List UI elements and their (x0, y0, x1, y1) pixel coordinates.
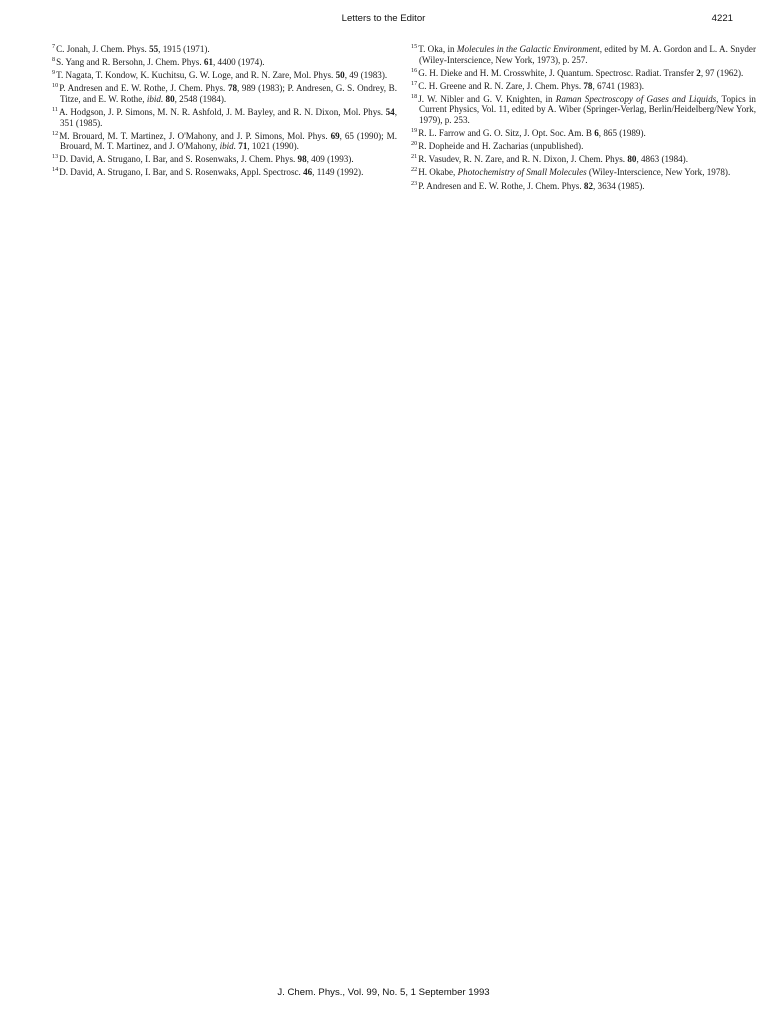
reference-text: P. Andresen and E. W. Rothe, J. Chem. Phys. (59, 83, 228, 94)
reference-item (52, 68, 397, 81)
reference-text: R. Dopheide and H. Zacharias (unpublished). (418, 141, 584, 152)
running-head-title: Letters to the Editor (341, 13, 426, 24)
volume-number: 61 (203, 57, 213, 68)
reference-text: , 1021 (1990). (247, 141, 299, 152)
reference-number: 7 (52, 43, 56, 50)
reference-number: 22 (411, 166, 418, 174)
volume-number: 78 (227, 83, 238, 94)
reference-item (411, 165, 756, 178)
reference-text: T. Nagata, T. Kondow, K. Kuchitsu, G. W. Loge, and R. N. Zare, Mol. Phys. (56, 70, 336, 81)
reference-item (411, 139, 756, 152)
reference-text: T. Oka, in (418, 44, 457, 54)
reference-item (52, 152, 397, 165)
reference-text: C. Jonah, J. Chem. Phys. (56, 44, 150, 54)
reference-item (411, 92, 756, 126)
volume-number: 54 (385, 106, 395, 117)
reference-text: Topics in Current Physics, Vol. 11, edited by A. Wiber (Springer-Verlag, Berlin/Heidelberg/New York, 1979), p. 253. (419, 93, 756, 126)
reference-text: M. Brouard, M. T. Martinez, J. O'Mahony, and J. P. Simons, Mol. Phys. (59, 130, 331, 141)
reference-text: edited by M. A. Gordon and L. A. Snyder (Wiley-Interscience, New York, 1973), p. 257. (419, 44, 756, 65)
reference-text: A. Hodgson, J. P. Simons, M. N. R. Ashfold, J. M. Bayley, and R. N. Dixon, Mol. Phys. (58, 106, 386, 117)
reference-item (411, 66, 756, 79)
reference-item (411, 179, 756, 192)
reference-text: , 409 (1993). (306, 154, 354, 165)
page-number: 4221 (711, 13, 733, 24)
reference-text: , 4863 (1984). (636, 154, 688, 165)
reference-text: , 865 (1989). (598, 128, 646, 139)
reference-text: G. H. Dieke and H. M. Crosswhite, J. Quantum. Spectrosc. Radiat. Transfer (418, 67, 697, 78)
italic-title: ibid. (219, 141, 236, 152)
volume-number: 98 (297, 154, 307, 165)
italic-title: Photochemistry of Small Molecules (457, 167, 587, 178)
running-head (0, 13, 767, 27)
reference-text: J. W. Nibler and G. V. Knighten, in (418, 93, 556, 104)
reference-number: 15 (411, 43, 418, 50)
reference-text: , 989 (1983); P. Andresen, G. S. Ondrey, B. Titze, and E. W. Rothe, (60, 83, 398, 104)
journal-footer: J. Chem. Phys., Vol. 99, No. 5, 1 September 1993 (277, 987, 490, 998)
italic-title: ibid. (146, 93, 164, 104)
reference-item (52, 81, 397, 104)
reference-item (411, 126, 756, 139)
reference-text: , 6741 (1983). (592, 80, 644, 91)
reference-item (52, 129, 397, 152)
reference-number: 18 (411, 92, 418, 100)
volume-number: 50 (335, 70, 345, 81)
reference-item (52, 105, 397, 128)
reference-text: , 4400 (1974). (212, 57, 265, 68)
reference-number: 19 (411, 127, 418, 135)
reference-number: 9 (52, 69, 56, 77)
reference-number: 21 (411, 153, 418, 161)
volume-number: 80 (627, 154, 637, 165)
volume-number: 82 (583, 180, 593, 191)
reference-number: 8 (52, 56, 56, 64)
reference-number: 10 (52, 82, 59, 90)
reference-number: 11 (52, 105, 58, 113)
reference-text: R. L. Farrow and G. O. Sitz, J. Opt. Soc. Am. B (418, 128, 595, 139)
reference-text: , 351 (1985). (60, 106, 397, 128)
reference-item (52, 55, 397, 68)
reference-text: R. Vasudev, R. N. Zare, and R. N. Dixon, J. Chem. Phys. (418, 154, 628, 165)
reference-number: 16 (411, 66, 418, 74)
reference-number: 13 (52, 153, 59, 161)
volume-number: 6 (594, 128, 599, 139)
volume-number: 69 (330, 130, 340, 141)
volume-number: 55 (149, 44, 159, 54)
reference-number: 17 (411, 79, 418, 87)
reference-text: , 2548 (1984). (174, 93, 227, 104)
reference-text: (Wiley-Interscience, New York, 1978). (586, 167, 731, 178)
reference-text: D. David, A. Strugano, I. Bar, and S. Rosenwaks, Appl. Spectrosc. (59, 167, 304, 178)
reference-number: 23 (411, 179, 418, 187)
references-left-column (52, 42, 397, 179)
reference-text: , 1149 (1992). (312, 167, 364, 178)
reference-text: , 49 (1983). (344, 70, 388, 81)
volume-number: 2 (696, 67, 701, 78)
reference-text: C. H. Greene and R. N. Zare, J. Chem. Phys. (418, 80, 584, 91)
reference-number: 14 (52, 166, 59, 174)
reference-text: D. David, A. Strugano, I. Bar, and S. Rosenwaks, J. Chem. Phys. (59, 154, 298, 165)
reference-number: 20 (411, 140, 418, 148)
reference-text: H. Okabe, (418, 167, 458, 178)
volume-number: 46 (303, 167, 313, 178)
reference-text: P. Andresen and E. W. Rothe, J. Chem. Phys. (418, 180, 584, 191)
reference-text: , 97 (1962). (700, 67, 744, 78)
reference-number: 12 (52, 129, 59, 137)
italic-title: Molecules in the Galactic Environment, (456, 44, 603, 54)
volume-number: 78 (583, 80, 593, 91)
volume-number: 80 (165, 93, 175, 104)
reference-item (411, 79, 756, 92)
reference-text: , 3634 (1985). (593, 180, 645, 191)
references-right-column (411, 42, 756, 192)
reference-text: , 65 (1990); M. Brouard, M. T. Martinez, and J. O'Mahony, (60, 130, 397, 152)
italic-title: Raman Spectroscopy of Gases and Liquids, (555, 93, 719, 104)
reference-item (52, 165, 397, 178)
reference-item (411, 152, 756, 165)
reference-text: S. Yang and R. Bersohn, J. Chem. Phys. (56, 57, 204, 68)
reference-text: , 1915 (1971). (158, 44, 210, 54)
reference-item (411, 42, 756, 65)
volume-number: 71 (238, 141, 248, 152)
reference-item (52, 42, 397, 55)
